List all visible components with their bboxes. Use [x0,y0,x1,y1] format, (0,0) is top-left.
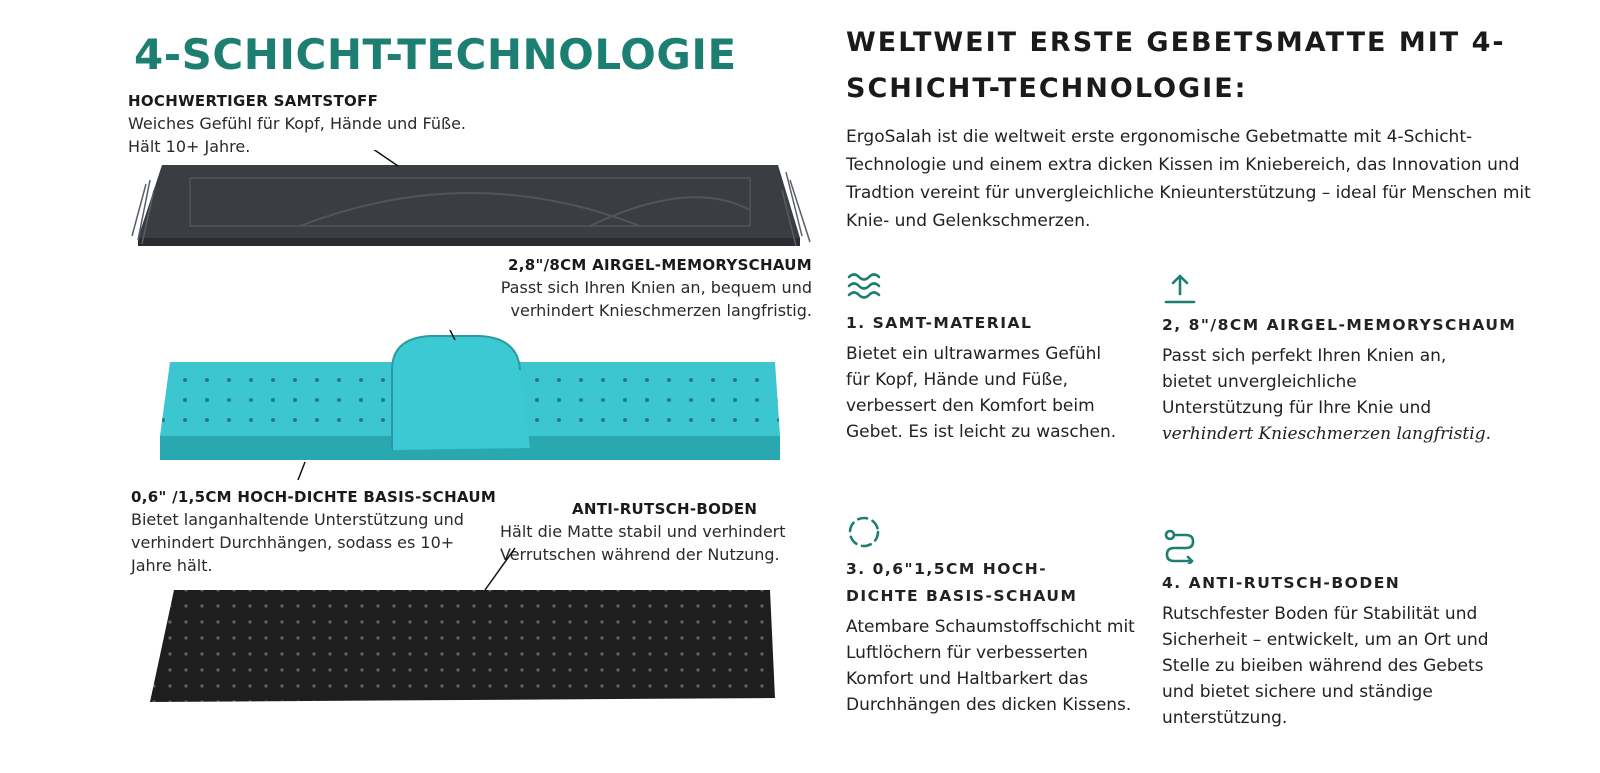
layer-description: Passt sich Ihren Knien an, bequem und verhindert Knieschmerzen langfristig. [500,278,812,320]
page-title: 4-SCHICHT-TECHNOLOGIE [134,30,737,79]
arrow-up-icon [1162,270,1198,306]
layer-heading: ANTI-RUTSCH-BODEN [572,500,758,518]
waves-icon [846,268,882,304]
feature-anti-slip [1162,528,1522,731]
dashed-circle-icon [846,514,882,550]
feature-heading: 2, 8"/8CM AIRGEL-MEMORYSCHAUM [1162,316,1517,334]
feature-heading: 3. 0,6"1,5CM HOCH-DICHTE BASIS-SCHAUM [846,560,1078,605]
feature-text: Bietet ein ultrawarmes Gefühl für Kopf, Hände und Füße, verbessert den Komfort beim Gebet. Es ist leicht zu waschen. [846,344,1117,442]
memory-foam-illustration [160,336,780,460]
feature-heading: 1. SAMT-MATERIAL [846,314,1033,332]
intro-text: ErgoSalah ist die weltweit erste ergonomische Gebetmatte mit 4-Schicht-Technologie und einem extra dicken Kissen im Kniebereich, das Innovation und Tradtion vereint für unvergleichliche Knieunterstützung – ideal für Menschen mit Knie- und Gelenkschmerzen. [846,127,1531,231]
layer-label-velvet [128,92,468,158]
anti-slip-base-illustration [150,590,775,702]
layer-diagram [130,150,820,730]
layer-description: Weiches Gefühl für Kopf, Hände und Füße. Hält 10+ Jahre. [128,114,467,156]
feature-text: Rutschfester Boden für Stabilität und Sicherheit – entwickelt, um an Ort und Stelle zu bieiben während des Gebets und bietet sichere und ständige unterstützung. [1162,604,1489,728]
layer-heading: 0,6" /1,5CM HOCH-DICHTE BASIS-SCHAUM [131,488,497,506]
layer-heading: HOCHWERTIGER SAMTSTOFF [128,92,379,110]
feature-velvet [846,268,1176,445]
layer-heading: 2,8"/8CM AIRGEL-MEMORYSCHAUM [507,256,812,274]
feature-heading: 4. ANTI-RUTSCH-BODEN [1162,574,1401,592]
velvet-mat-illustration [132,165,810,246]
feature-memory-foam [1162,270,1542,447]
section-title: WELTWEIT ERSTE GEBETSMATTE MIT 4-SCHICHT-TECHNOLOGIE: [846,27,1506,104]
layer-description: Hält die Matte stabil und verhindert Verrutschen während der Nutzung. [500,522,786,564]
feature-text: Passt sich perfekt Ihren Knien an, bietet unvergleichliche Unterstützung für Ihre Knie und [1162,346,1447,418]
feature-text: Atembare Schaumstoffschicht mit Luftlöchern für verbesserten Komfort und Haltbarkert das Durchhängen des dicken Kissens. [846,617,1135,715]
feature-base-foam [846,514,1176,718]
feature-text-extra: verhindert Knieschmerzen langfristig. [1162,424,1491,444]
route-icon [1162,528,1198,564]
layer-description: Bietet langanhaltende Unterstützung und verhindert Durchhängen, sodass es 10+ Jahre hält. [131,510,464,575]
